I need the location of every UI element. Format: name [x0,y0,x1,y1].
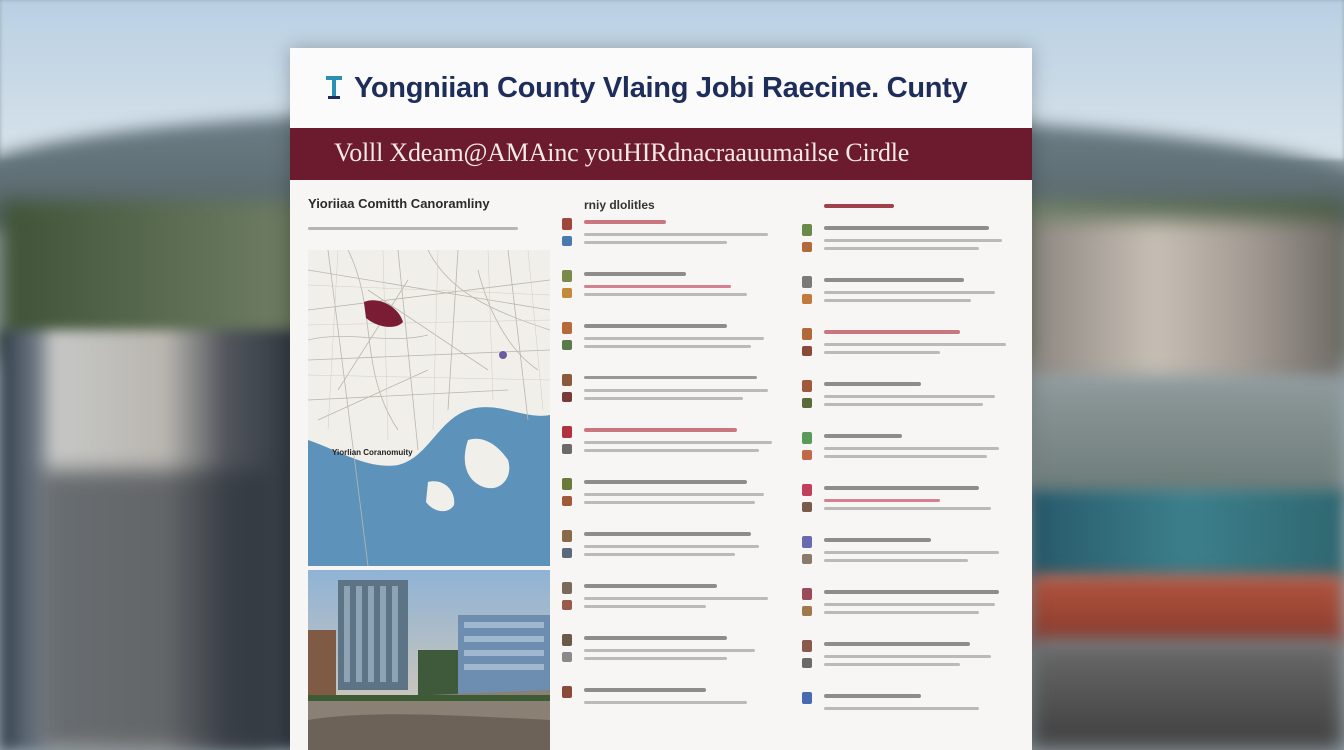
list-item-title [824,326,1018,338]
list-item [558,372,788,424]
right-list-column [798,198,1018,742]
list-bullet-icon [562,478,572,490]
list-item [798,534,1018,586]
map-label-county: Yiorlian Coranomuity [332,448,413,457]
banner-text: Volll Xdeam@AMAinc youHIRdnacraauumailse Cirdle [334,138,910,167]
job-fair-poster [290,48,1032,750]
list-item [558,268,788,320]
list-item-title [584,632,788,644]
county-map [308,250,550,566]
backdrop-ground [1030,640,1344,750]
list-item [558,320,788,372]
list-bullet-icon [802,502,812,512]
list-bullet-icon [802,380,812,392]
list-item [558,632,788,684]
list-bullet-icon [562,634,572,646]
list-bullet-icon [562,340,572,350]
list-item [798,638,1018,690]
list-bullet-icon [562,600,572,610]
list-bullet-icon [562,548,572,558]
list-bullet-icon [562,530,572,542]
list-item [798,482,1018,534]
list-item [558,528,788,580]
poster-banner [290,128,1032,180]
list-bullet-icon [562,582,572,594]
lighthouse-logo-icon [324,74,346,100]
left-subtitle-line [308,223,552,230]
list-item [558,216,788,268]
list-item [558,684,788,736]
list-bullet-icon [562,392,572,402]
backdrop-pool [1030,490,1344,580]
list-item-title [824,222,1018,234]
list-item-title [584,528,788,540]
list-item-title [584,372,788,384]
list-item-title [824,586,1018,598]
backdrop-town-right [1030,220,1344,380]
list-bullet-icon [802,588,812,600]
list-item [798,274,1018,326]
list-item-title [824,482,1018,494]
list-bullet-icon [562,288,572,298]
list-item [798,326,1018,378]
list-bullet-icon [802,346,812,356]
list-item-title [584,476,788,488]
campus-photo-drawing [308,570,550,750]
poster-header [290,48,1032,128]
backdrop-track [1030,575,1344,645]
list-bullet-icon [562,374,572,386]
list-bullet-icon [562,496,572,506]
list-item [798,222,1018,274]
campus-photo [308,570,550,750]
list-bullet-icon [562,218,572,230]
list-bullet-icon [802,640,812,652]
list-item [558,476,788,528]
list-item-title [584,580,788,592]
list-bullet-icon [802,658,812,668]
list-bullet-icon [802,692,812,704]
list-item [798,586,1018,638]
list-bullet-icon [802,242,812,252]
list-bullet-icon [802,432,812,444]
map-drawing [308,250,550,566]
list-item-title [584,684,788,696]
list-bullet-icon [562,270,572,282]
list-bullet-icon [802,224,812,236]
list-bullet-icon [802,328,812,340]
list-item-title [824,274,1018,286]
list-item [798,690,1018,742]
list-bullet-icon [802,450,812,460]
list-item [798,430,1018,482]
list-bullet-icon [802,554,812,564]
list-bullet-icon [562,686,572,698]
list-item-title [584,216,788,228]
left-section-title: Yioriiaa Comitth Canoramliny [308,196,490,211]
list-bullet-icon [562,426,572,438]
list-bullet-icon [802,398,812,408]
list-item-title [824,534,1018,546]
list-item [558,424,788,476]
list-bullet-icon [562,322,572,334]
list-item-title [824,378,1018,390]
list-item-title [584,320,788,332]
list-item-title [824,638,1018,650]
list-bullet-icon [802,536,812,548]
list-item-title [584,268,788,280]
list-bullet-icon [562,652,572,662]
right-column-heading [824,204,1018,222]
list-bullet-icon [562,236,572,246]
list-item [798,378,1018,430]
list-bullet-icon [802,606,812,616]
list-item [558,580,788,632]
list-bullet-icon [802,294,812,304]
middle-list-column [558,198,788,736]
list-item-title [824,430,1018,442]
middle-column-heading: rniy dlolitles [584,198,655,212]
list-item-title [824,690,1018,702]
list-bullet-icon [802,484,812,496]
left-column [308,196,552,230]
poster-title: Yongniian County Vlaing Jobi Raecine. Cunty [354,72,968,104]
list-item-title [584,424,788,436]
list-bullet-icon [802,276,812,288]
backdrop-building-shadow [40,470,270,750]
backdrop-field-right [1030,380,1344,500]
list-bullet-icon [562,444,572,454]
